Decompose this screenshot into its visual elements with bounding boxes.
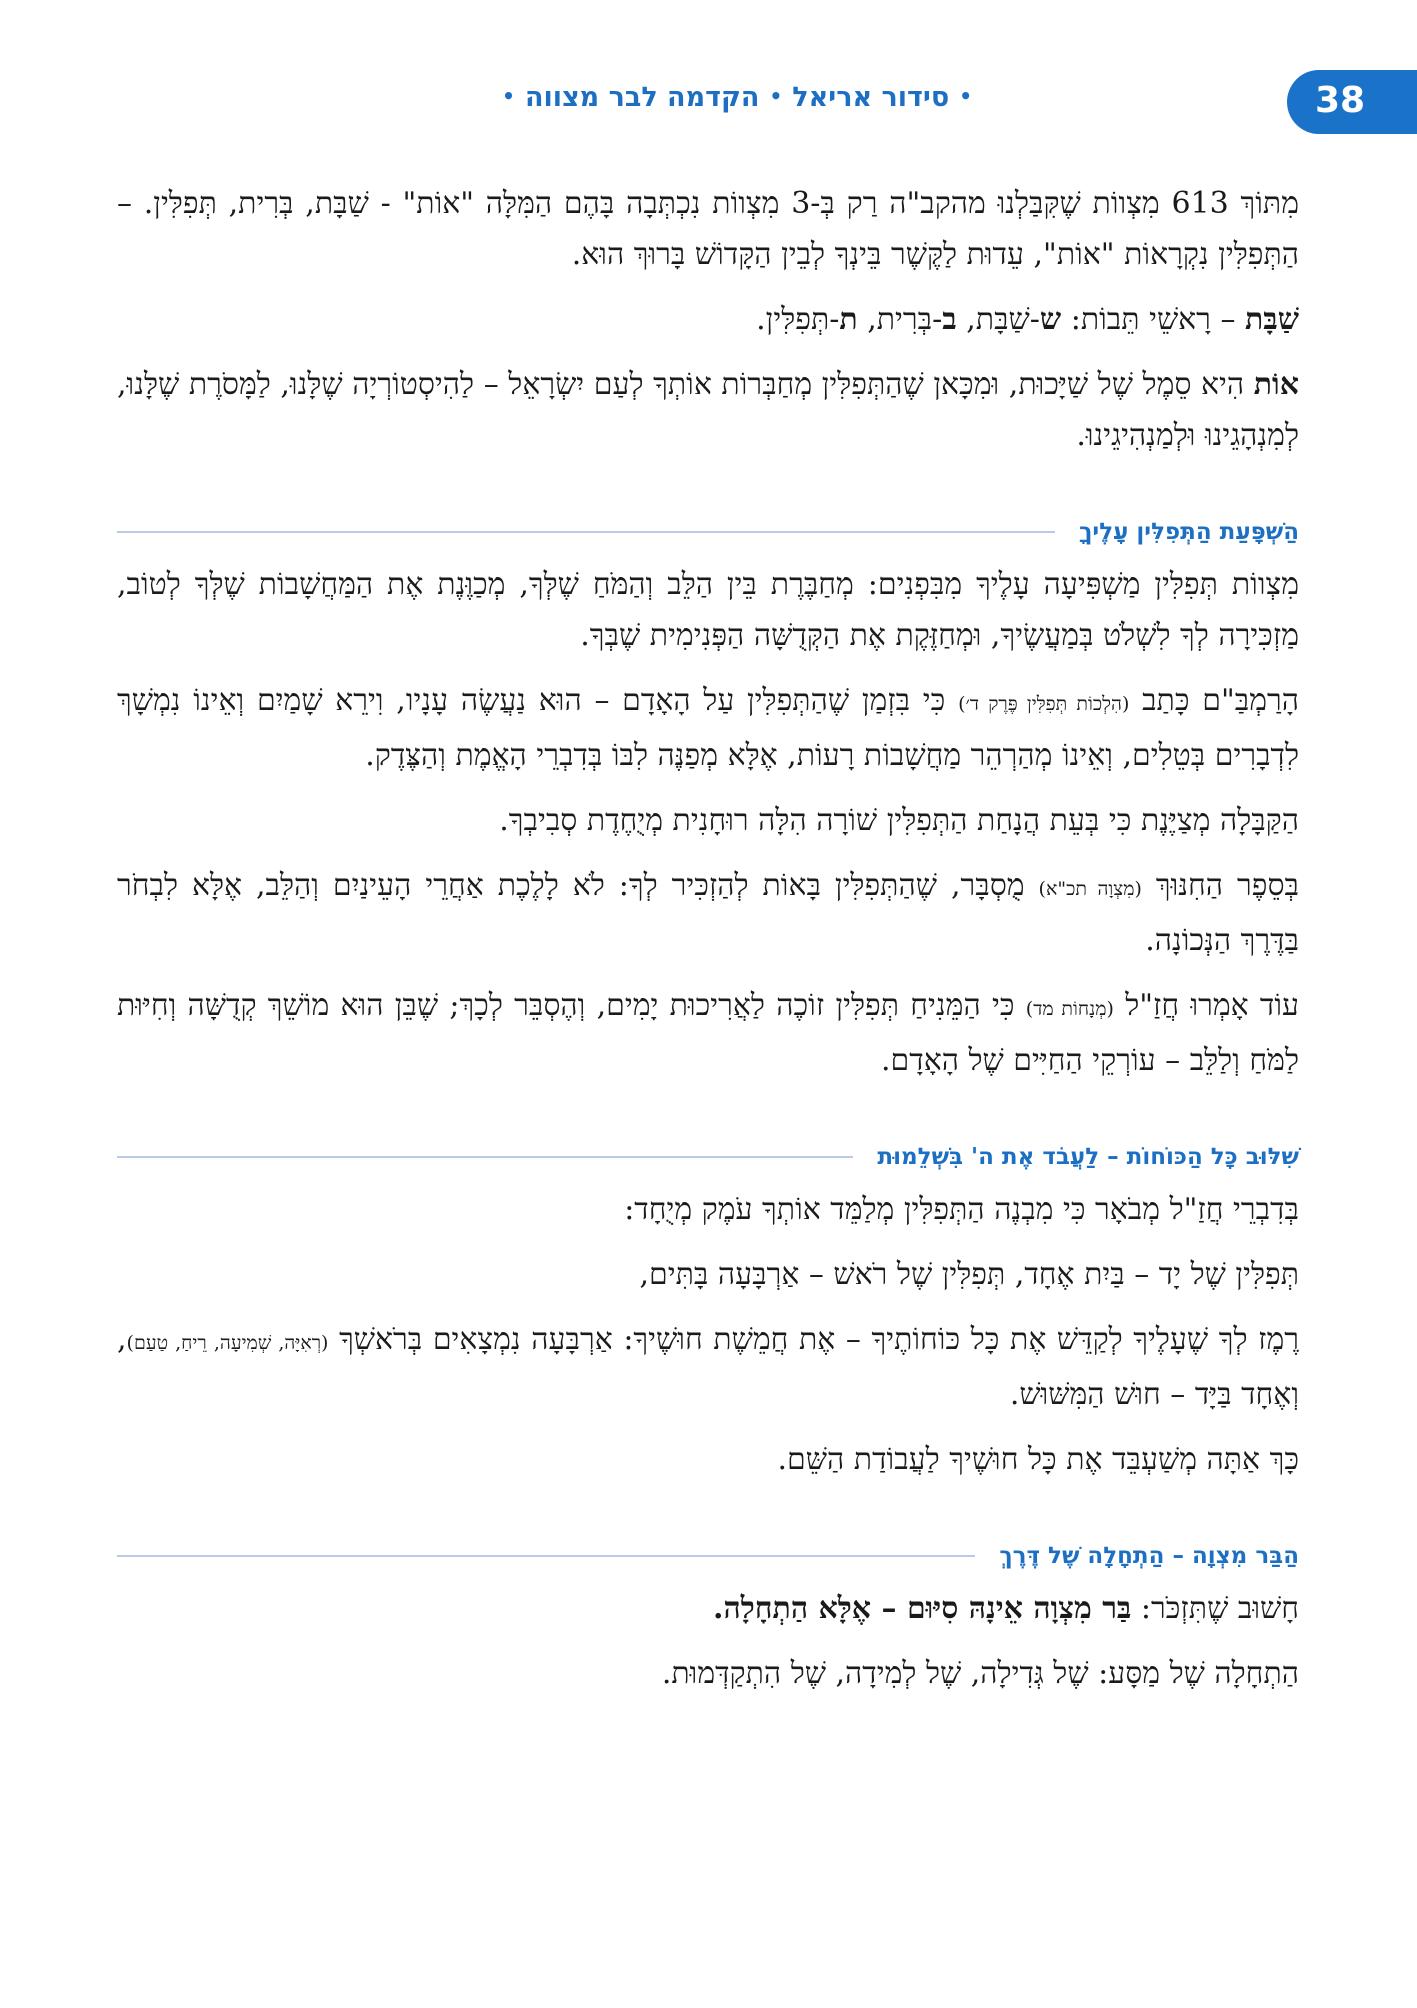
text-run: -בְּרִית, [857,302,943,337]
text-run: -שַׁבָּת, [956,302,1040,337]
intro-paragraph-3 [117,359,1299,461]
text-run: בְּסֵפֶר הַחִנּוּךְ [1141,868,1300,903]
text-run: הִיא סֵמֶל שֶׁל שַׁיָּכוּת, וּמִכָּאן שֶׁהַתְּפִלִּין מְחַבְּרוֹת אוֹתְךָ לְעַם יִשְׂרָאֵל – לַהִיסְטוֹרְיָה שֶׁלָּנוּ, לַמָּסֹרֶת שֶׁלָּנוּ, לְמִנְהָגֵינוּ וּלְמַנְהִיגֵינוּ. [117,367,1299,453]
letter-tav: ת [839,302,858,337]
source-citation: (מְנָחוֹת מד) [1025,998,1114,1020]
header-title [492,82,982,113]
section1-paragraph-1: מִצְווֹת תְּפִלִּין מַשְׁפִּיעָה עָלֶיךָ מִבִּפְנִים: מְחַבֶּרֶת בֵּין הַלֵּב וְהַמֹּחַ שֶׁלְּךָ, מְכַוֶּנֶת אֶת הַמַּחֲשָׁבוֹת שֶׁלְּךָ לְטוֹב, מַזְכִּירָה לְךָ לִשְׁלֹט בְּמַעֲשֶׂיךָ, וּמְחַזֶּקֶת אֶת הַקְּדֻשָּׁה הַפְּנִימִית שֶׁבְּךָ. [117,567,1299,653]
section-title: הַבַּר מִצְוָה – הַתְחָלָה שֶׁל דֶּרֶךְ [999,1543,1299,1569]
section1-paragraph-5 [117,980,1299,1086]
running-header [0,78,1417,128]
text-run: רֶמֶז לְךָ שֶׁעָלֶיךָ לְקַדֵּשׁ אֶת כָּל כּוֹחוֹתֶיךָ – אֶת חֲמֵשֶׁת חוּשֶׁיךָ: אַרְבָּעָה נִמְצָאִים בְּרֹאשְׁךָ [328,1322,1299,1357]
section-divider [117,531,1055,533]
section2-paragraph-2: תְּפִלִּין שֶׁל יָד – בַּיִת אֶחָד, תְּפִלִּין שֶׁל רֹאשׁ – אַרְבָּעָה בָּתִּים, [639,1257,1299,1292]
text-run: מֻסְבָּר, שֶׁהַתְּפִלִּין בָּאוֹת לְהַזְכִּיר לְךָ: לֹא לָלֶכֶת אַחֲרֵי הָעֵינַיִם וְהַלֵּב, אֶלָּא לִבְחֹר בַּדֶּרֶךְ הַנְּכוֹנָה. [117,868,1299,958]
section-divider [117,1156,853,1158]
page-body [117,178,1299,1713]
text-run: כִּי בִּזְמַן שֶׁהַתְּפִלִּין עַל הָאָדָם – הוּא נַעֲשֶׂה עָנָיו, וִירֵא שָׁמַיִם וְאֵינוֹ נִמְשָׁךְ לִדְבָרִים בְּטֵלִים, וְאֵינוֹ מְהַרְהֵר מַחֲשָׁבוֹת רָעוֹת, אֶלָּא מְפַנֶּה לִבּוֹ בְּדִבְרֵי הָאֱמֶת וְהַצֶּדֶק. [117,683,1299,773]
section-title: הַשְׁפָּעַת הַתְּפִלִּין עָלֶיךָ [1079,519,1299,545]
header-dot: • [959,84,972,108]
section2-paragraph-4: כָּךְ אַתָּה מְשַׁעְבֵּד אֶת כָּל חוּשֶׁיךָ לַעֲבוֹדַת הַשֵּׁם. [777,1442,1299,1477]
section-heading-influence [117,519,1299,545]
term-shabbat: שַׁבָּת [1245,302,1299,337]
section-divider [117,1555,975,1557]
emphasis-text: בַּר מִצְוָה אֵינָהּ סִיּוּם – אֶלָּא הַתְחָלָה. [713,1591,1132,1626]
header-chapter-title: הקדמה לבר מצווה [524,82,760,113]
text-run: – רָאשֵׁי תֵּבוֹת: [1061,302,1245,337]
intro-paragraph-2 [117,294,1299,345]
letter-bet: ב [942,302,957,337]
text-run: כִּי הַמֵּנִיחַ תְּפִלִּין זוֹכֶה לַאֲרִיכוּת יָמִים, וְהֶסְבֵּר לְכָךְ; שֶׁבֵּן הוּא מוֹשֵׁךְ קְדֻשָּׁה וְחִיּוּת לַמֹּחַ וְלַלֵּב – עוֹרְקֵי הַחַיִּים שֶׁל הָאָדָם. [117,988,1299,1078]
section3-paragraph-1 [117,1583,1299,1634]
section2-paragraph-3 [117,1314,1299,1420]
term-ot: אוֹת [1253,367,1299,402]
section1-paragraph-2 [117,675,1299,781]
text-run: עוֹד אָמְרוּ חֲזַ"ל [1113,988,1299,1023]
section1-paragraph-3: הַקַּבָּלָה מְצַיֶּנֶת כִּי בְּעֵת הֲנָחַת הַתְּפִלִּין שׁוֹרָה הִלָּה רוּחָנִית מְיֻחֶדֶת סְבִיבְךָ. [499,803,1299,838]
source-citation: (רְאִיָּה, שְׁמִיעָה, רֵיחַ, טַעַם) [126,1332,329,1354]
section2-paragraph-1: בְּדִבְרֵי חֲזַ"ל מְבֹאָר כִּי מִבְנֶה הַתְּפִלִּין מְלַמֵּד אוֹתְךָ עֹמֶק מְיֻחָד: [624,1192,1299,1227]
intro-paragraph-1: מִתּוֹךְ 613 מִצְווֹת שֶׁקִּבַּלְנוּ מהקב"ה רַק בְּ-3 מִצְווֹת נִכְתְּבָה בָּהֶם הַמִּלָּה "אוֹת" - שַׁבָּת, בְּרִית, תְּפִלִּין. – הַתְּפִלִּין נִקְרָאוֹת "אוֹת", עֵדוּת לַקֶּשֶׁר בֵּינְךָ לְבֵין הַקָּדוֹשׁ בָּרוּךְ הוּא. [117,186,1299,272]
section-heading-all-powers [117,1144,1299,1170]
text-run: , וְאֶחָד בַּיָּד – חוּשׁ הַמִּשּׁוּשׁ. [117,1322,1299,1412]
source-citation: (הִלְכוֹת תְּפִלִּין פֶּרֶק ד׳) [958,693,1130,715]
section-title: שִׁלּוּב כָּל הַכּוֹחוֹת – לַעֲבֹד אֶת ה' בִּשְׁלֵמוּת [877,1144,1299,1170]
text-run: הָרַמְבַּ"ם כָּתַב [1129,683,1299,718]
text-run: -תְּפִלִּין. [756,302,840,337]
page-number-badge [1287,70,1417,134]
header-dot: • [502,84,515,108]
text-run: חָשׁוּב שֶׁתִּזְכֹּר: [1131,1591,1299,1626]
section1-paragraph-4 [117,860,1299,966]
page-number: 38 [1315,80,1366,121]
section-heading-beginning [117,1543,1299,1569]
source-citation: (מִצְוָה תכ"א) [1038,878,1142,900]
letter-shin: ש [1039,302,1062,337]
section3-paragraph-2: הַתְחָלָה שֶׁל מַסָּע: שֶׁל גְּדִילָה, שֶׁל לְמִידָה, שֶׁל הִתְקַדְּמוּת. [661,1656,1299,1691]
header-dot: • [769,84,783,108]
header-book-title: סידור אריאל [792,82,950,113]
